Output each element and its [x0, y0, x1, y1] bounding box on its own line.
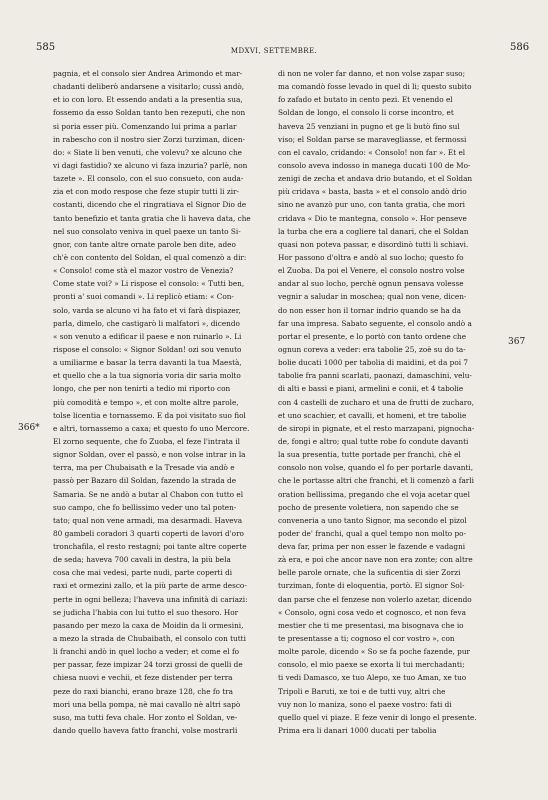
text-line: terra, ma per Chubaisath e la Tresade via andò e [53, 463, 235, 473]
text-line: de, fongi e altro; qual tutte robe fo condute davanti [278, 436, 469, 446]
text-line: « Consolo! come stà el mazor vostro de Venezia? [53, 266, 234, 276]
text-line: consolo non volse, quando el fo per portarle davanti, [278, 463, 474, 473]
text-line: vi dagi fastidio? xe alcuno vi faza inzuria? parlè, non [53, 160, 248, 170]
left-text-column [53, 67, 275, 737]
text-line: et io con loro. Et essendo andati a la presentia sua, [53, 95, 243, 105]
text-line: turziman, fonte di eloquentia, portò. El signor Sol- [278, 581, 465, 591]
text-line: suso, ma tutti feva chale. Hor zonto el Soldan, ve- [53, 712, 238, 722]
text-line: do: « Siate li ben venuti, che volevu? xe alcuno che [53, 147, 243, 157]
text-line: mestier che ti me presentasi, ma bisognava che io [278, 620, 464, 630]
text-line: zenigi de zecha et andava drio butando, et el Soldan [278, 174, 473, 184]
text-line: bolie ducati 1000 per tabolia di maidini, et da poi 7 [278, 358, 469, 368]
text-line: 80 gambeli coradori 3 quarti coperti de lavori d'oro [53, 528, 244, 538]
text-line: cosa che mai vedesi, parte nudi, parte coperti di [53, 568, 233, 578]
text-line: portar el presente, e lo portò con tanto ordene che [278, 331, 467, 341]
text-line: oration bellissima, pregando che el voja acetar quel [278, 489, 470, 499]
text-line: far una impresa. Sabato seguente, el consolo andò a [278, 318, 472, 328]
text-line: chadanti deliberò andarsene a visitarlo; cussì andò, [53, 82, 245, 92]
text-line: a mezo la strada de Chubaibath, el consolo con tutti [53, 634, 246, 644]
text-line: pasando per mezo la caxa de Moidin da li ormesini, [53, 620, 244, 630]
text-line: raxi et ormezini zallo, et la più parte de arme desco- [53, 581, 247, 591]
text-line: dan parse che el fenzese non volerlo azetar, dicendo [278, 594, 472, 604]
text-line: sino ne avanzò pur uno, con tanta gratia, che mori [278, 200, 465, 210]
text-line: poder de' franchi, qual a quel tempo non molto po- [278, 528, 467, 538]
text-line: in rabescho con il nostro sier Zorzi turziman, dicen- [53, 134, 246, 144]
text-line: mori una bella pompa, nè mai cavallo nè altri sapò [53, 699, 241, 709]
text-line: parla, dimelo, che castigarò li malfatori », dicendo [53, 318, 240, 328]
text-line: et uno scachier, et cavalli, et homeni, et tre tabolie [278, 410, 467, 420]
text-line: solo, varda se alcuno vi ha fato et vi farà dispiazer, [53, 305, 241, 315]
text-line: signor Soldan, over el passò, e non volse intrar in la [53, 450, 246, 460]
text-line: do non esser hon il tornar indrio quando se ha da [278, 305, 462, 315]
text-line: che le portasse altri che franchi, et li comenzò a farli [278, 476, 474, 486]
text-line: e altri, tornassemo a caxa; et questo fo uno Mercore. [53, 423, 250, 433]
text-line: tolse licentia e tornassemo. E da poi visitato suo fiol [53, 410, 246, 420]
margin-note-right: 367 [508, 337, 526, 347]
text-line: longo, che per non tenirti a tedio mi riporto con [53, 384, 231, 394]
text-line: zia et con modo respose che feze stupir tutti li zir- [53, 187, 239, 197]
text-line: tanto benefizio et tanta gratia che li haveva data, che [53, 213, 251, 223]
text-line: si poria esser più. Comenzando lui prima a parlar [53, 121, 237, 131]
text-line: tronchafila, el resto restagni; poi tante altre coperte [53, 542, 247, 552]
text-line: Prima era li danari 1000 ducati per tabolia [278, 726, 437, 736]
text-line: molte parole, dicendo « So se fa poche fazende, pur [278, 647, 471, 657]
text-line: tabolie fra panni scarlati, paonazi, damaschini, velu- [278, 371, 472, 381]
text-line: te presentasse a ti; cognoso el cor vostro », con [278, 634, 455, 644]
text-line: pocho de presente voletiera, non sapendo che se [278, 502, 459, 512]
text-line: Samaria. Se ne andò a butar al Chabon con tutto el [53, 489, 244, 499]
text-line: fo zafado et butato in cento pezi. Et venendo el [278, 95, 453, 105]
text-line: Hor passono d'oltra e andò al suo locho; questo fo [278, 252, 464, 262]
text-line: li franchi andò in quel locho a veder; et come el fo [53, 647, 240, 657]
text-line: se judicha l'habia con lui tutto el suo thesoro. Hor [53, 607, 239, 617]
text-line: vuy non lo maniza, sono el paexe vostro: fati di [278, 699, 452, 709]
text-line: di alti e bassi e piani, armelini e conii, et 4 tabolie [278, 384, 464, 394]
text-line: rispose el consolo: « Signor Soldan! ozi sou venuto [53, 344, 242, 354]
text-line: con 4 castelli de zucharo et una de frutti de zucharo, [278, 397, 474, 407]
text-line: Soldan de longo, el consolo li corse incontro, et [278, 108, 454, 118]
text-line: per passar, feze impizar 24 torzi grossi de quelli de [53, 660, 243, 670]
text-line: passò per Bazaro dil Soldan, fazendo la strada de [53, 476, 237, 486]
page-number-left: 585 [36, 42, 56, 53]
text-line: consolo, el mio paexe se exorta li tui merchadanti; [278, 660, 465, 670]
text-line: consolo aveva indosso in manega ducati 100 de Mo- [278, 160, 471, 170]
text-line: « Consolo, ogni cosa vedo et cognosco, et non feva [278, 607, 466, 617]
text-line: ma comandò fosse levado in quel di li; questo subito [278, 82, 472, 92]
text-line: « son venuto a edificar il paese e non ruinarlo ». Li [53, 331, 242, 341]
text-line: di non ne voler far danno, et non volse zapar suso; [278, 69, 466, 78]
text-line: et quello che a la tua signoria voria dir saria molto [53, 371, 241, 381]
text-line: de seda; haveva 700 cavali in destra, la più bela [53, 555, 231, 565]
text-line: pagnia, et el consolo sier Andrea Arimondo et mar- [53, 69, 243, 78]
text-line: più comodità e tempo », et con molte altre parole, [53, 397, 239, 407]
text-line: El zorno sequente, che fo Zuoba, el feze l'intrata il [53, 436, 241, 446]
margin-note-left: 366* [18, 423, 40, 433]
text-line: nel suo consolato veniva in quel paexe un tanto Si- [53, 226, 241, 236]
text-line: chiesa nuovi e vechii, et feze distender per terra [53, 673, 233, 683]
text-line: la sua presentia, tutte portade per franchi, chè el [278, 450, 461, 460]
text-line: fossemo da esso Soldan tanto ben rezeputi, che non [53, 108, 246, 118]
text-line: tazete ». El consolo, con el suo consueto, con auda- [53, 174, 244, 184]
text-line: andar al suo locho, perchè ognun pensava volesse [278, 279, 464, 289]
text-line: ch'è con contento del Soldan, el qual comenzò a dir: [53, 252, 247, 262]
text-line: el Zuoba. Da poi el Venere, el consolo nostro volse [278, 266, 465, 276]
text-line: perte in ogni belleza; l'haveva una infinità di cariazi: [53, 594, 248, 604]
text-line: conveneria a uno tanto Signor, ma secondo el pizol [278, 515, 467, 525]
text-line: ognun coreva a veder: era tabolie 25, zoè su do ta- [278, 344, 466, 354]
text-line: la turba che era a cogliere tal danari, che el Soldan [278, 226, 469, 236]
text-line: haveva 25 venziani in pugno et ge li butò fino sul [278, 121, 460, 131]
text-line: Tripoli e Baruti, xe toi e de tutti vuy, altri che [278, 686, 446, 696]
text-line: gnor, con tante altre ornate parole ben dite, adeo [53, 239, 236, 249]
text-line: quasi non poteva passar, e disordinò tutti li schiavi. [278, 239, 469, 249]
text-line: con el cavalo, cridando: « Consolo! non far ». Et el [278, 147, 466, 157]
text-line: costanti, dicendo che el ringratiava el Signor Dio de [53, 200, 247, 210]
page-number-right: 586 [510, 42, 530, 53]
text-line: deva far, prima per non esser le fazende e vadagni [278, 542, 466, 552]
text-line: ti vedi Damasco, xe tuo Alepo, xe tuo Aman, xe tuo [278, 673, 467, 683]
text-line: vegnir a saludar in moschea; qual non vene, dicen- [278, 292, 467, 302]
text-line: dando quello haveva fatto franchi, volse mostrarli [53, 726, 238, 736]
right-text-column [278, 67, 500, 737]
text-line: suo campo, che fo bellissimo veder uno tal poten- [53, 502, 237, 512]
text-line: cridava « Dio te mantegna, consolo ». Hor penseve [278, 213, 467, 223]
text-line: pronti a' suoi comandi ». Li replicò etiam: « Con- [53, 292, 234, 302]
text-line: peze do raxi bianchi, erano braze 128, che fo tra [53, 686, 234, 696]
text-line: più cridava « basta, basta » et el consolo andò drio [278, 187, 467, 197]
running-title: MDXVI, SETTEMBRE. [230, 47, 318, 55]
text-line: viso; el Soldan parse se maravegliasse, et fermossi [278, 134, 467, 144]
text-line: Come state voi? » Li rispose el consolo: « Tutti ben, [53, 279, 245, 289]
text-line: de siropi in pignate, et el resto marzapani, pignocha- [278, 423, 475, 433]
text-line: a umiliarme e basar la terra davanti la tua Maestà, [53, 358, 242, 368]
text-line: quello quel vi piaze. E feze venir di longo el presente. [278, 712, 477, 722]
text-line: zà era, e poi che ancor nave non era zonte; con altre [278, 555, 473, 565]
text-line: belle parole ornate, che la suficentia di sier Zorzi [278, 568, 461, 578]
text-line: tato; qual non vene armadi, ma desarmadi. Haveva [53, 515, 243, 525]
